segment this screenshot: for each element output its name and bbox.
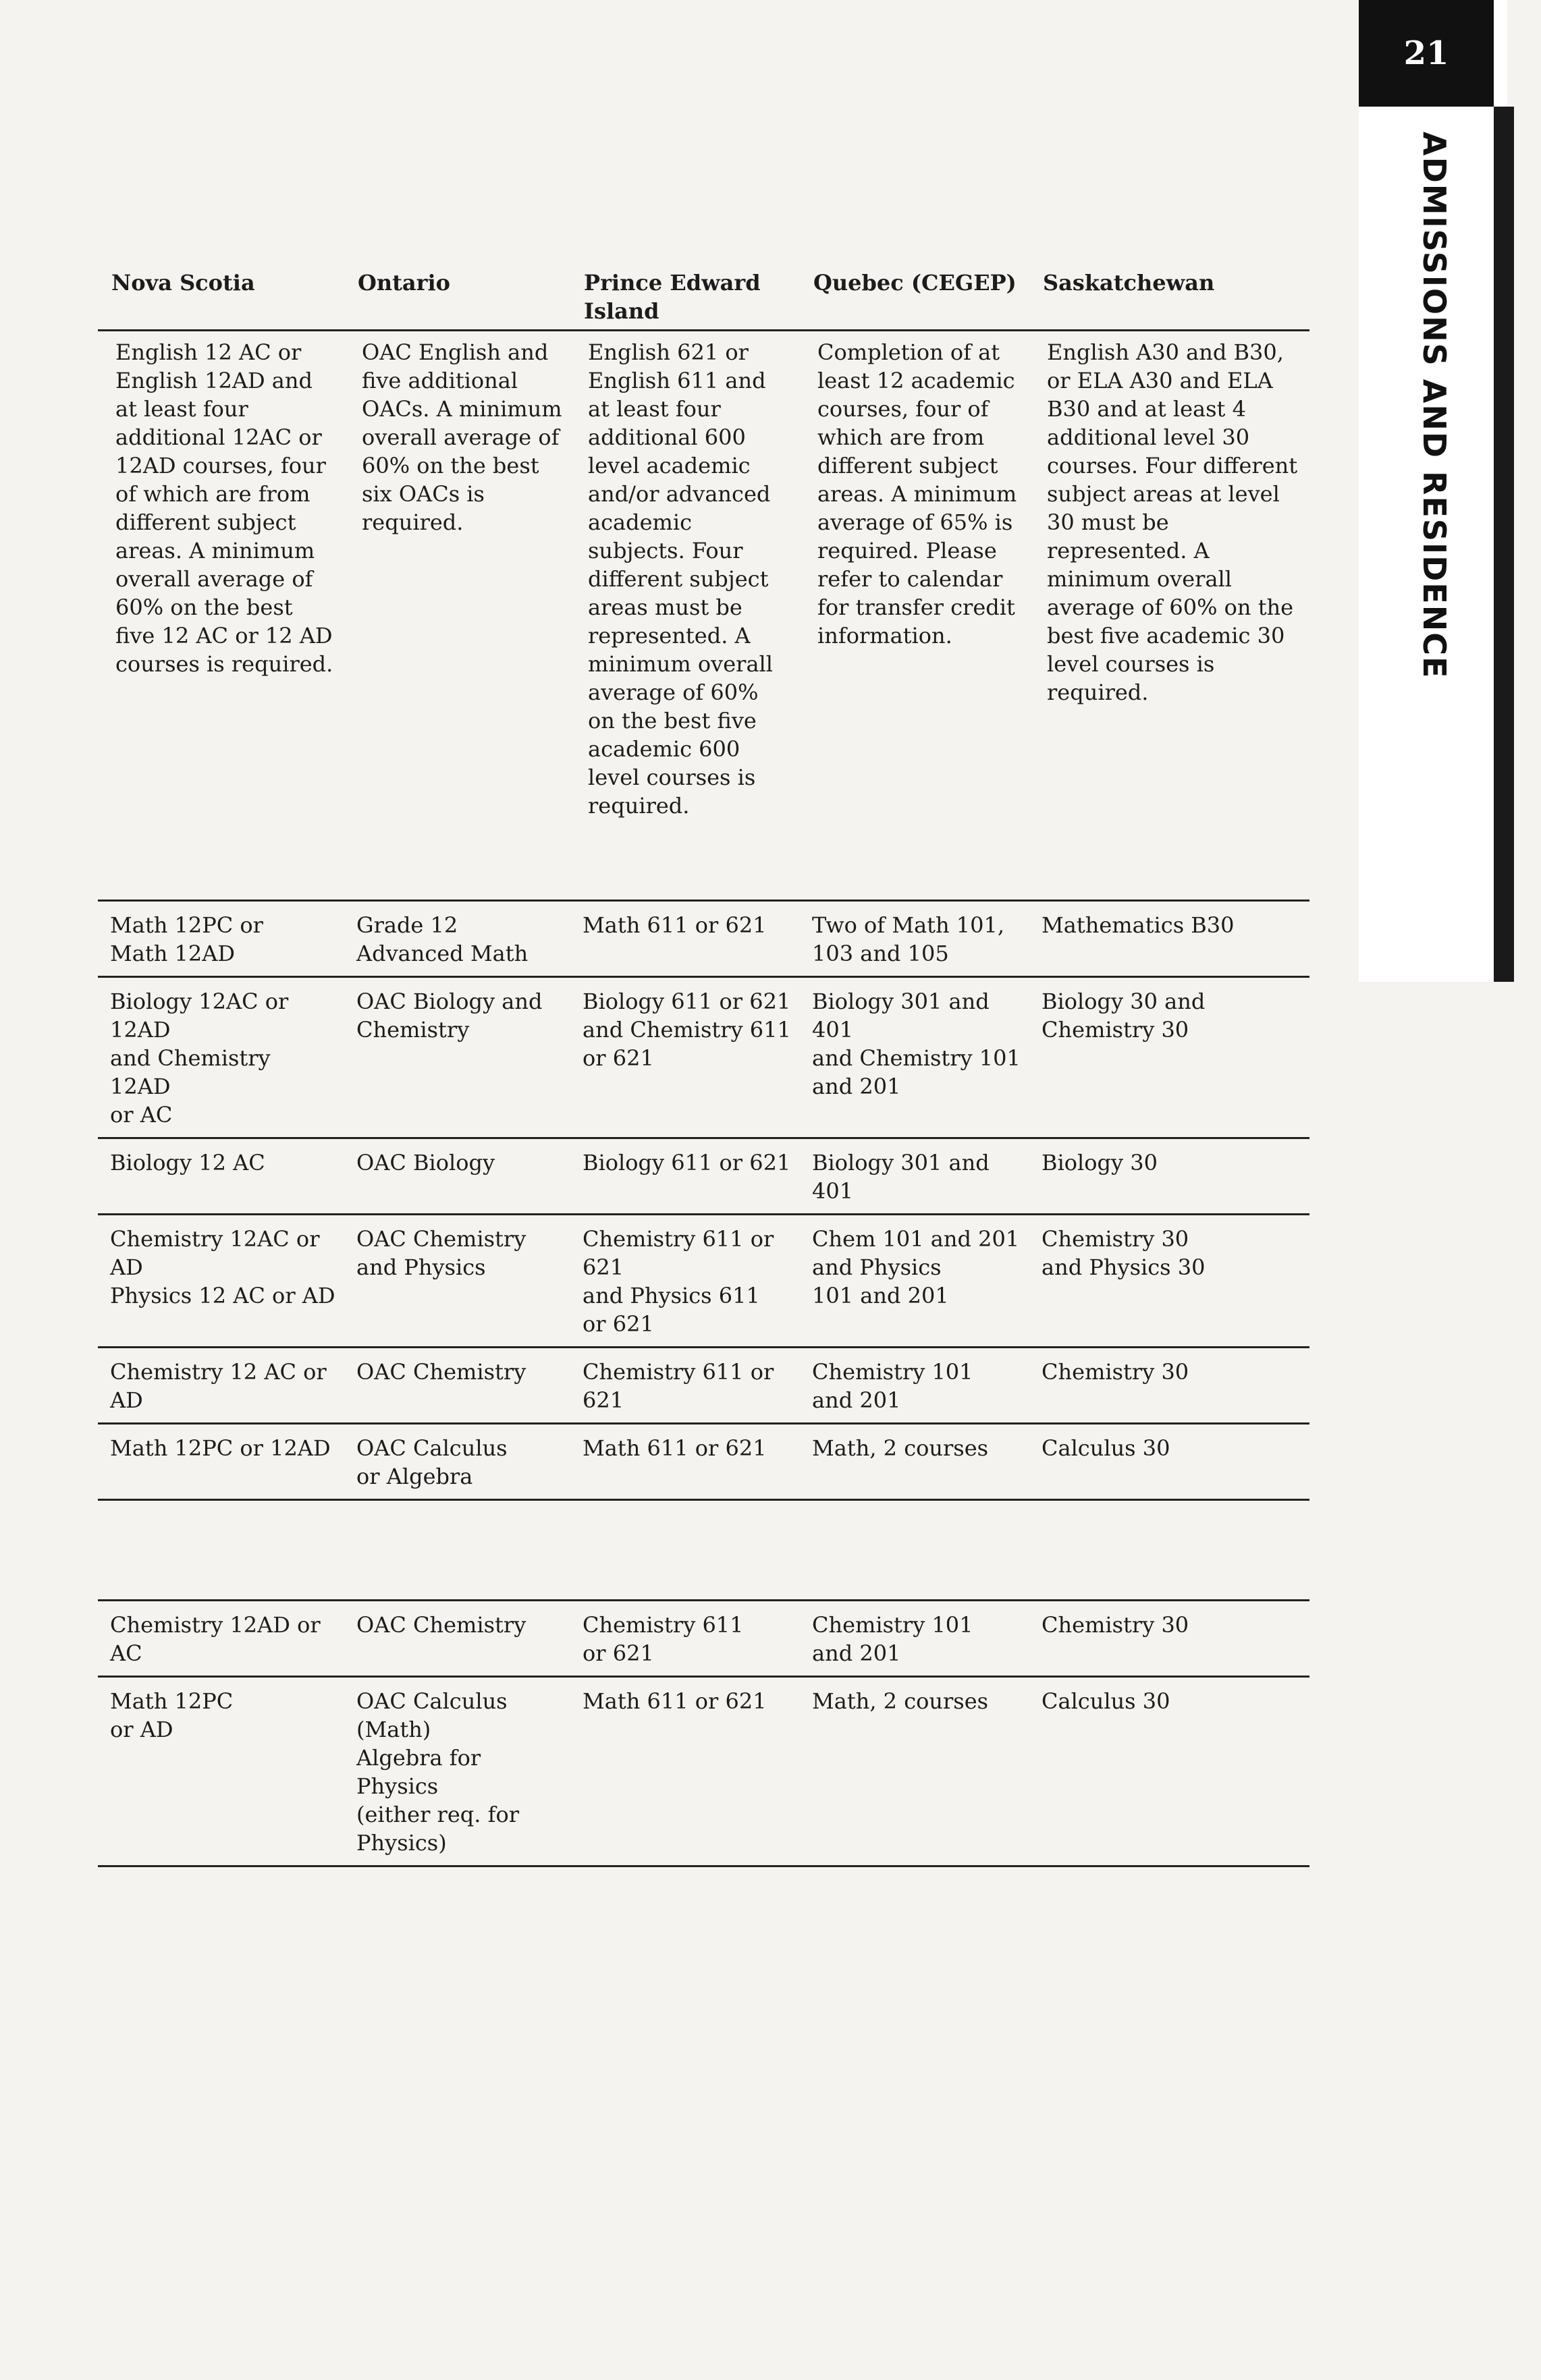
table-cell: OAC Biology — [344, 1138, 570, 1215]
table-row — [98, 1424, 1309, 1500]
table-cell: Calculus 30 — [1029, 1677, 1309, 1866]
table-cell: OAC English and five additional OACs. A minimum overall average of 60% on the best six OACs is required. — [344, 331, 570, 901]
table-cell — [344, 1500, 570, 1601]
table-row — [98, 1677, 1309, 1866]
table-cell: Chemistry 30 and Physics 30 — [1029, 1215, 1309, 1348]
table-cell: Biology 12 AC — [98, 1138, 344, 1215]
header-saskatchewan: Saskatchewan — [1029, 269, 1309, 331]
table-cell: Chem 101 and 201 and Physics 101 and 201 — [800, 1215, 1029, 1348]
table-header-row — [98, 269, 1309, 331]
table-cell: OAC Chemistry — [344, 1601, 570, 1677]
table-row — [98, 1215, 1309, 1348]
table-cell: Two of Math 101, 103 and 105 — [800, 901, 1029, 977]
table-cell: Math 12PC or 12AD — [98, 1424, 344, 1500]
header-prince-edward-island: Prince Edward Island — [570, 269, 800, 331]
admission-requirements-table — [98, 269, 1309, 1867]
tab-bar — [1494, 107, 1514, 982]
table-cell: Biology 301 and 401 and Chemistry 101 and 201 — [800, 977, 1029, 1138]
table-cell: Chemistry 611 or 621 — [570, 1601, 800, 1677]
table-cell: Biology 30 — [1029, 1138, 1309, 1215]
table-cell: Completion of at least 12 academic courses, four of which are from different subject areas. A minimum average of 65% is required. Please refer to calendar for transfer credit information. — [800, 331, 1029, 901]
table-cell: Math, 2 courses — [800, 1677, 1029, 1866]
table-cell: Chemistry 30 — [1029, 1348, 1309, 1424]
table-cell: Chemistry 12AC or AD Physics 12 AC or AD — [98, 1215, 344, 1348]
table-cell: Math 611 or 621 — [570, 901, 800, 977]
header-nova-scotia: Nova Scotia — [98, 269, 344, 331]
table-cell: Biology 30 and Chemistry 30 — [1029, 977, 1309, 1138]
table-cell — [570, 1500, 800, 1601]
table-cell: Math 611 or 621 — [570, 1424, 800, 1500]
page-number: 21 — [1403, 34, 1449, 72]
table-cell: English A30 and B30, or ELA A30 and ELA B30 and at least 4 additional level 30 courses. Four different subject areas at level 30 must be represented. A minimum overall average of 60% on the best five academic 30 level courses is required. — [1029, 331, 1309, 901]
table-row — [98, 901, 1309, 977]
table-cell: English 621 or English 611 and at least four additional 600 level academic and/or advanced academic subjects. Four different subject areas must be represented. A minimum overall average of 60% on the best five academic 600 level courses is required. — [570, 331, 800, 901]
table-cell: Biology 611 or 621 and Chemistry 611 or 621 — [570, 977, 800, 1138]
table-cell: Chemistry 101 and 201 — [800, 1348, 1029, 1424]
table-cell — [98, 1500, 344, 1601]
header-quebec: Quebec (CEGEP) — [800, 269, 1029, 331]
table-row — [98, 977, 1309, 1138]
table-cell: Math 12PC or Math 12AD — [98, 901, 344, 977]
table-cell — [1029, 1500, 1309, 1601]
table-cell: Mathematics B30 — [1029, 901, 1309, 977]
table-cell: Chemistry 611 or 621 and Physics 611 or 621 — [570, 1215, 800, 1348]
page-number-box — [1359, 0, 1494, 107]
table-cell: Grade 12 Advanced Math — [344, 901, 570, 977]
table-cell: OAC Calculus (Math) Algebra for Physics (either req. for Physics) — [344, 1677, 570, 1866]
table-row-empty — [98, 1500, 1309, 1601]
table-cell: Biology 12AC or 12AD and Chemistry 12AD or AC — [98, 977, 344, 1138]
table-cell: Chemistry 12AD or AC — [98, 1601, 344, 1677]
table-row — [98, 1348, 1309, 1424]
table-cell: Chemistry 30 — [1029, 1601, 1309, 1677]
table-cell: Chemistry 101 and 201 — [800, 1601, 1029, 1677]
table-cell: OAC Calculus or Algebra — [344, 1424, 570, 1500]
section-tab — [1359, 0, 1507, 982]
table-row — [98, 1138, 1309, 1215]
table-cell: OAC Chemistry and Physics — [344, 1215, 570, 1348]
table-cell: OAC Biology and Chemistry — [344, 977, 570, 1138]
section-title: ADMISSIONS AND RESIDENCE — [1416, 132, 1453, 680]
table-cell: Math, 2 courses — [800, 1424, 1029, 1500]
table-cell: Biology 611 or 621 — [570, 1138, 800, 1215]
table-row — [98, 331, 1309, 901]
table-cell: Chemistry 611 or 621 — [570, 1348, 800, 1424]
table-cell: Biology 301 and 401 — [800, 1138, 1029, 1215]
table-cell: English 12 AC or English 12AD and at least four additional 12AC or 12AD courses, four of which are from different subject areas. A minimum overall average of 60% on the best five 12 AC or 12 AD courses is required. — [98, 331, 344, 901]
table-cell: Calculus 30 — [1029, 1424, 1309, 1500]
table-cell: Math 611 or 621 — [570, 1677, 800, 1866]
table-cell — [800, 1500, 1029, 1601]
header-ontario: Ontario — [344, 269, 570, 331]
table-cell: Math 12PC or AD — [98, 1677, 344, 1866]
table-row — [98, 1601, 1309, 1677]
table-cell: OAC Chemistry — [344, 1348, 570, 1424]
table-cell: Chemistry 12 AC or AD — [98, 1348, 344, 1424]
